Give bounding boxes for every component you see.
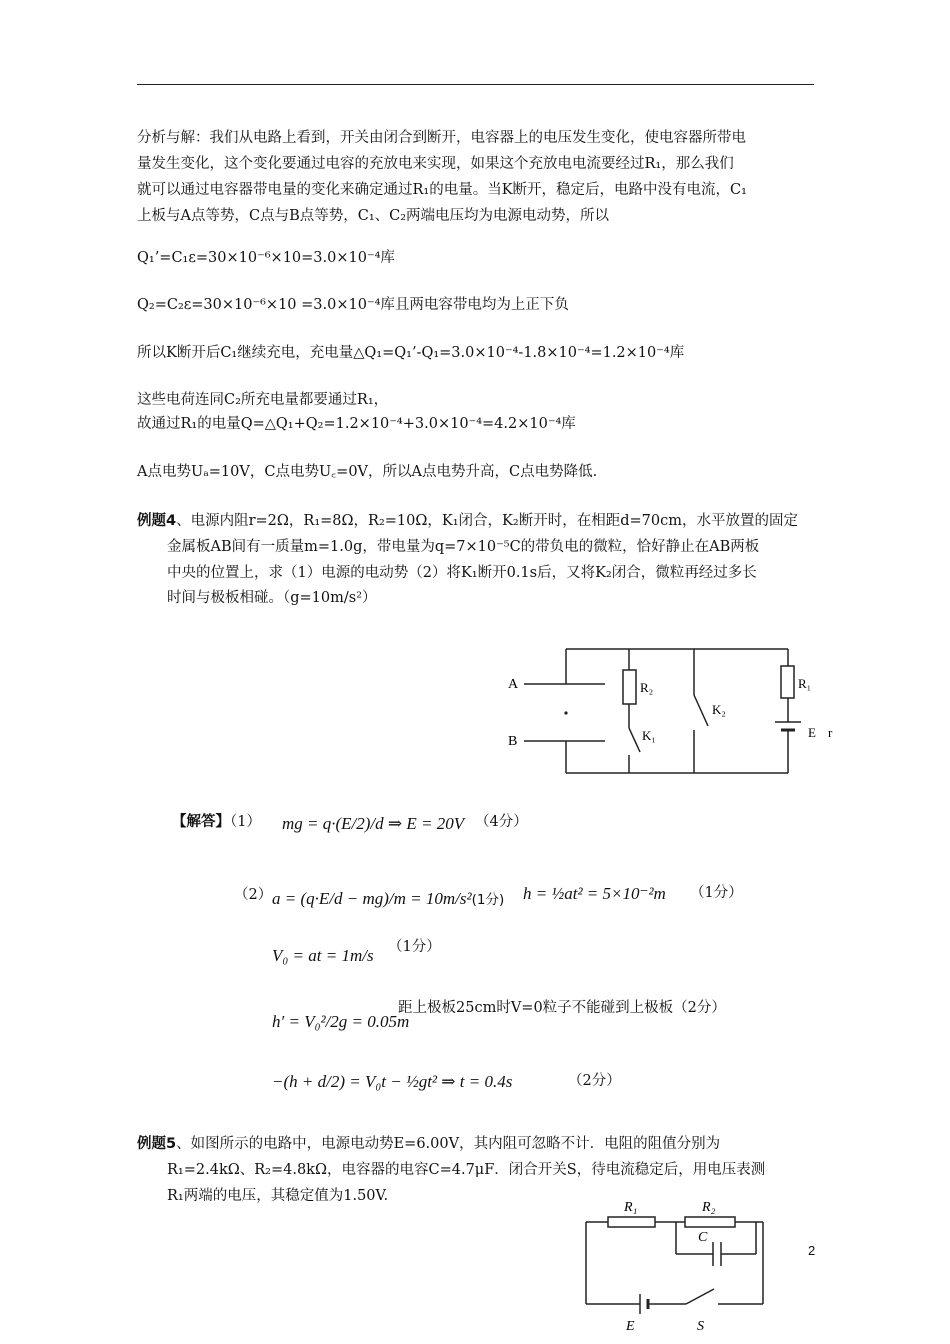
label-a: A: [508, 677, 519, 692]
label-s: S: [697, 1319, 704, 1334]
page-number: 2: [808, 1243, 816, 1258]
label-r1: R₁: [624, 1200, 638, 1215]
points-1: （4分）: [475, 814, 528, 830]
charge-line-2: 故通过R₁的电量Q=△Q₁+Q₂=1.2×10⁻⁴+3.0×10⁻⁴=4.2×10⁻⁴库: [137, 416, 576, 432]
example5-circuit-diagram: [578, 1196, 798, 1344]
equation-6: −(h + d/2) = V₀t − ½gt² ⇒ t = 0.4s: [272, 1072, 513, 1091]
example5-label: 例题5: [137, 1136, 177, 1152]
equation-3: h = ½at² = 5×10⁻²m: [523, 884, 666, 903]
label-r2: R₂: [702, 1200, 716, 1215]
q2-equation: Q₂=C₂ε=30×10⁻⁶×10 =3.0×10⁻⁴库且两电容带电均为上正下负: [137, 297, 569, 313]
note-5: 距上极板25cm时V=0粒子不能碰到上极板（2分）: [398, 1000, 726, 1016]
equation-2-points: (1分): [471, 892, 505, 908]
header-rule: [137, 84, 814, 85]
label-c: C: [698, 1230, 708, 1245]
points-3: （1分）: [690, 885, 743, 901]
solution-step-1: 【解答】（1）: [172, 814, 261, 830]
analysis-line-3: 就可以通过电容器带电量的变化来确定通过R₁的电量。当K断开，稳定后，电路中没有电流，C₁: [137, 182, 747, 198]
label-e: E: [808, 725, 816, 740]
solution-step-2: （2）: [234, 887, 273, 903]
potential-line: A点电势Uₐ=10V，C点电势U꜀=0V，所以A点电势升高，C点电势降低.: [137, 464, 598, 480]
example5-line-1: 例题5、如图所示的电路中，电源电动势E=6.00V，其内阻可忽略不计．电阻的阻值分别为: [137, 1136, 721, 1152]
example4-line-2: 金属板AB间有一质量m=1.0g，带电量为q=7×10⁻⁵C的带负电的微粒，恰好静止在AB两板: [167, 539, 760, 555]
points-6: （2分）: [568, 1073, 621, 1089]
analysis-line-2: 量发生变化，这个变化要通过电容的充放电来实现，如果这个充放电电流要经过R₁，那么我们: [137, 156, 734, 172]
label-k1: K₁: [642, 728, 656, 743]
label-e: E: [626, 1319, 635, 1334]
example4-line-4: 时间与极板相碰。（g=10m/s²）: [167, 590, 377, 606]
equation-2: a = (q·E/d − mg)/m = 10m/s²(1分): [272, 889, 505, 908]
delta-q-equation: 所以K断开后C₁继续充电，充电量△Q₁=Q₁’-Q₁=3.0×10⁻⁴-1.8×10⁻⁴=1.2×10⁻⁴库: [137, 345, 685, 361]
analysis-line-4: 上板与A点等势，C点与B点等势，C₁、C₂两端电压均为电源电动势，所以: [137, 208, 610, 224]
example4-line-3: 中央的位置上，求（1）电源的电动势（2）将K₁断开0.1s后，又将K₂闭合，微粒再经过多长: [167, 565, 757, 581]
equation-1: mg = q·(E/2)/d ⇒ E = 20V: [282, 814, 465, 833]
equation-4: V₀ = at = 1m/s: [272, 946, 374, 965]
points-4: （1分）: [388, 939, 441, 955]
label-r1: R₁: [798, 676, 812, 691]
equation-5: h′ = V₀²/2g = 0.05m: [272, 1012, 410, 1031]
q1-equation: Q₁’=C₁ε=30×10⁻⁶×10=3.0×10⁻⁴库: [137, 250, 395, 266]
example5-line-2: R₁=2.4kΩ、R₂=4.8kΩ，电容器的电容C=4.7μF．闭合开关S，待电流稳定后，用电压表测: [167, 1162, 766, 1178]
label-r: r: [828, 725, 833, 740]
label-k2: K₂: [712, 702, 726, 717]
label-r2: R₂: [640, 680, 654, 695]
example5-line-3: R₁两端的电压，其稳定值为1.50V.: [167, 1188, 389, 1204]
example4-label: 例题4: [137, 513, 177, 529]
charge-line-1: 这些电荷连同C₂所充电量都要通过R₁，: [137, 392, 389, 408]
analysis-line-1: 分析与解：我们从电路上看到，开关由闭合到断开，电容器上的电压发生变化，使电容器所带电: [137, 130, 746, 146]
example4-line-1: 例题4、电源内阻r=2Ω，R₁=8Ω，R₂=10Ω，K₁闭合，K₂断开时，在相距d=70cm，水平放置的固定: [137, 513, 798, 529]
label-b: B: [508, 734, 518, 749]
example4-circuit-diagram: [500, 640, 840, 780]
analysis-paragraph: [137, 125, 817, 229]
solution-heading: 【解答】: [172, 814, 230, 830]
